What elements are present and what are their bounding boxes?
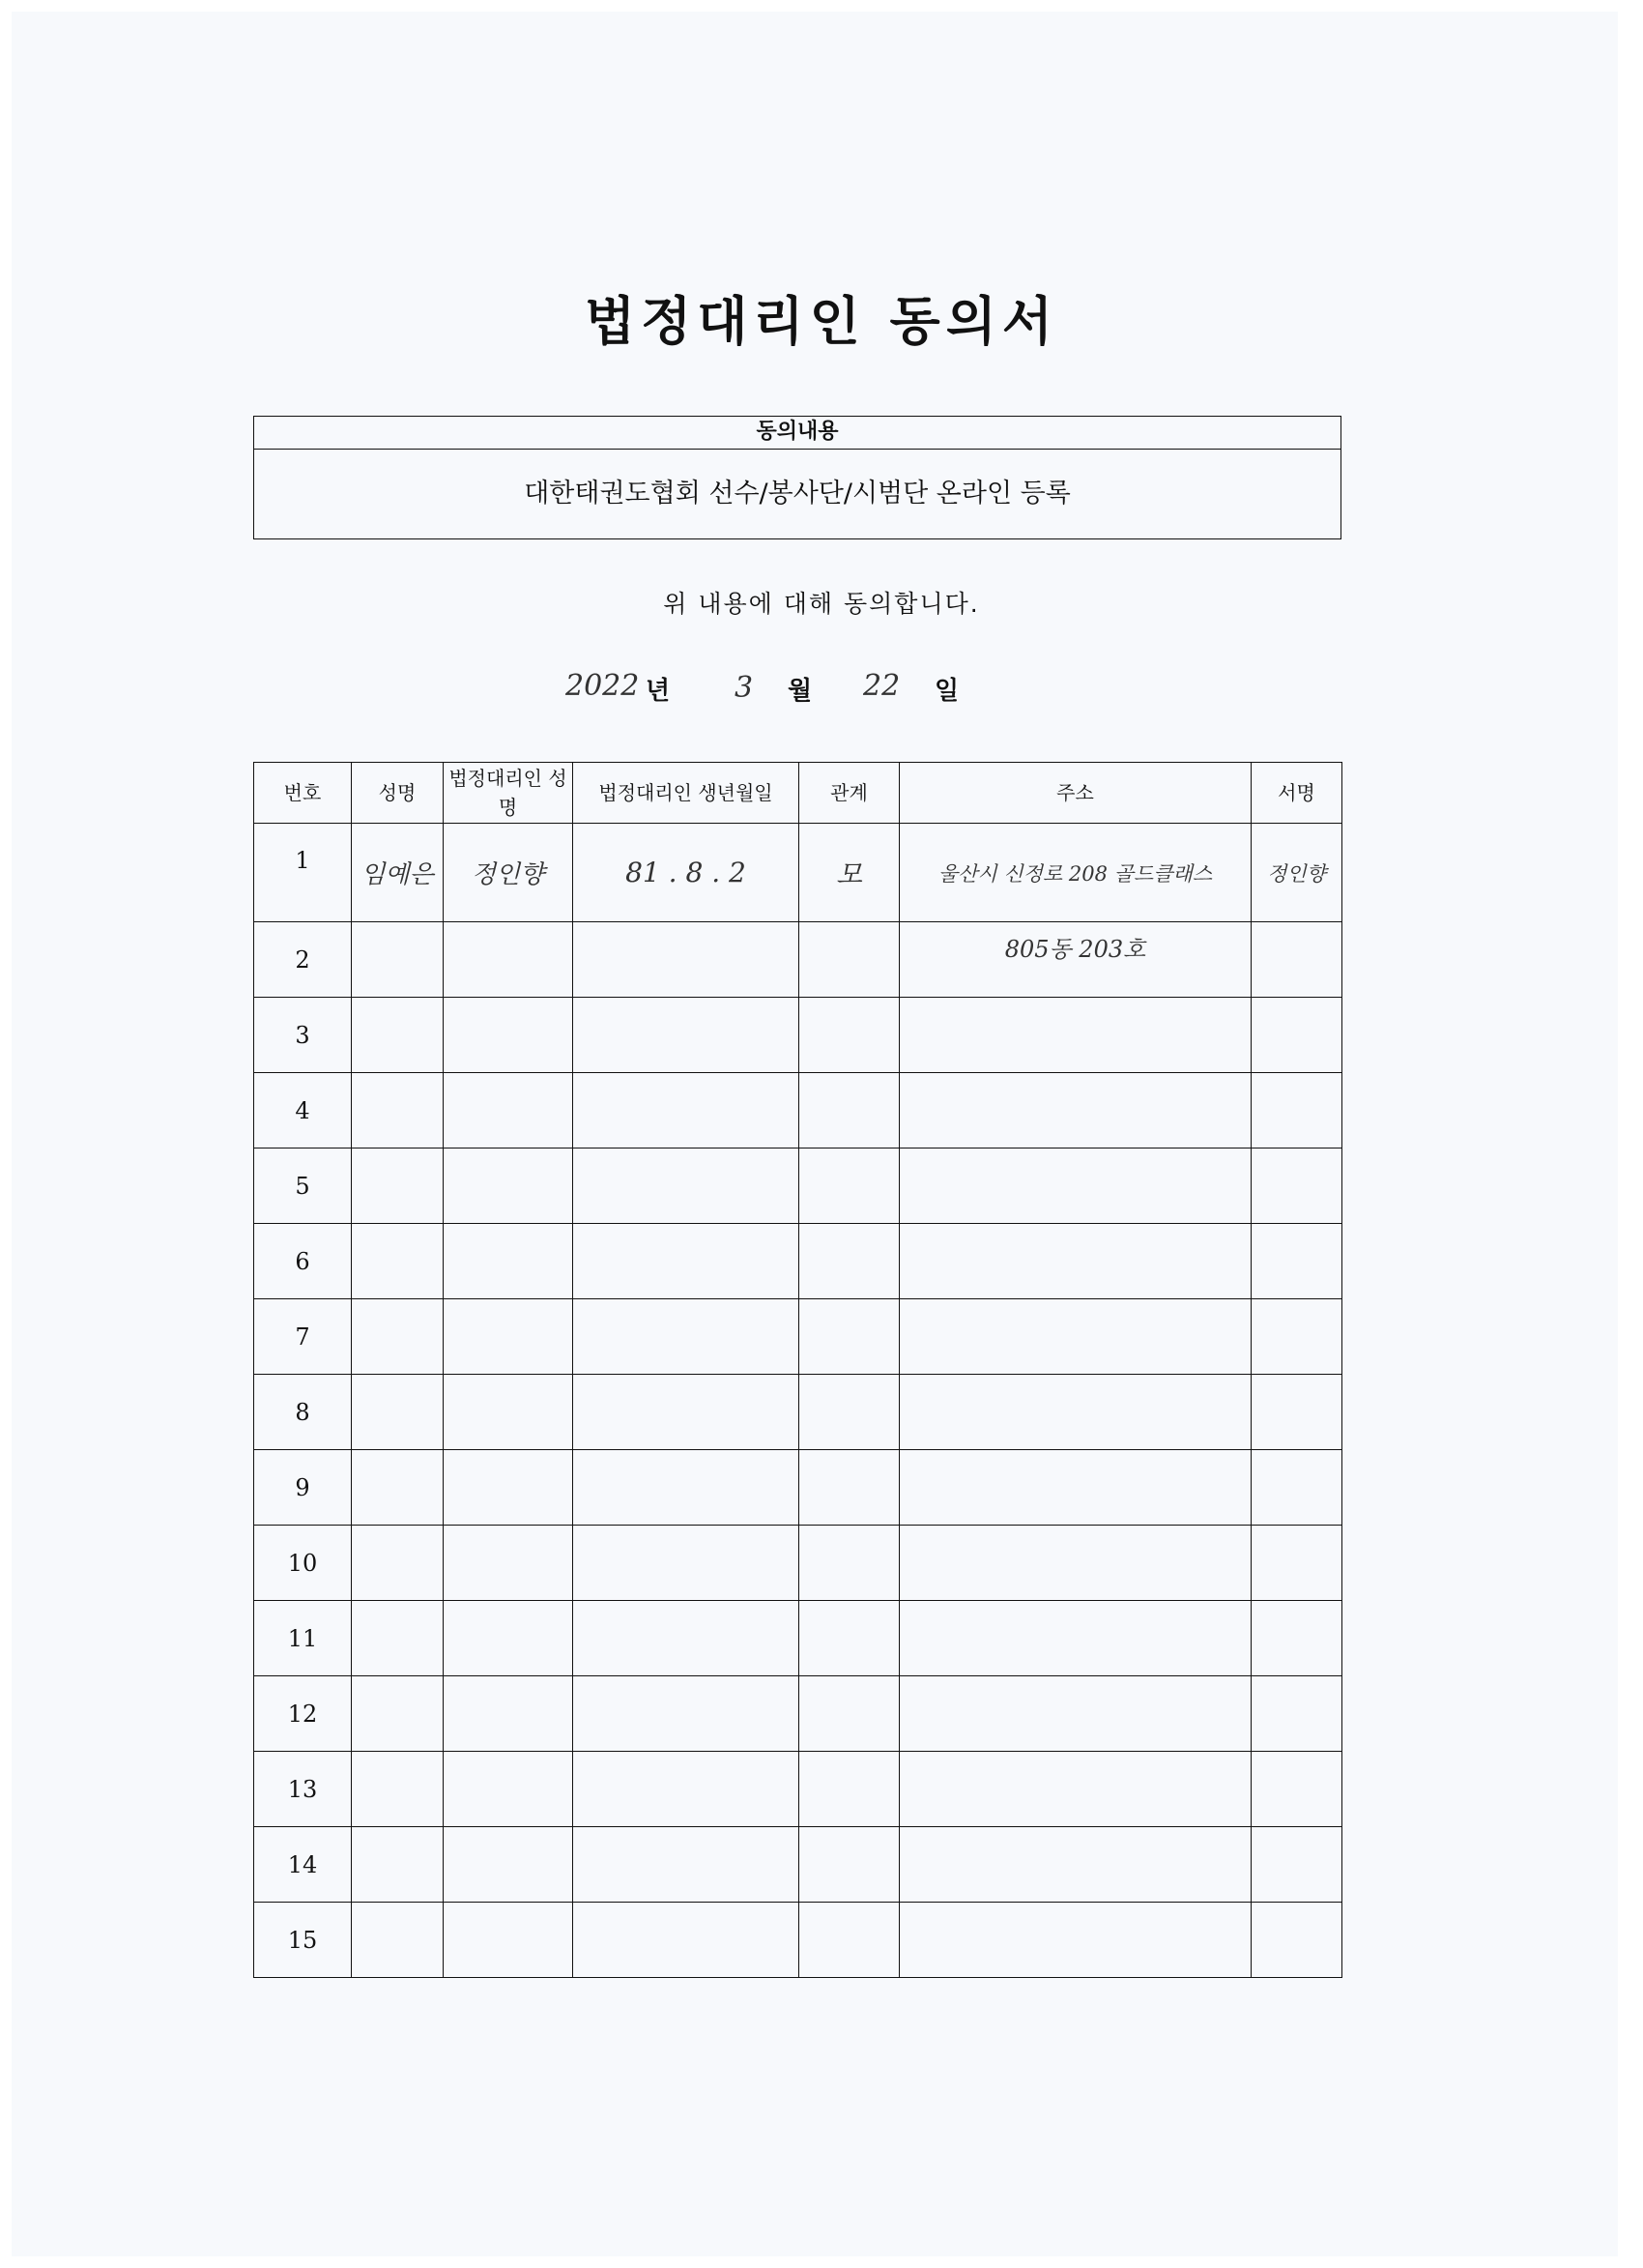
- row-number: 8: [254, 1375, 352, 1450]
- signature-cell[interactable]: [1252, 1526, 1342, 1601]
- relation-cell[interactable]: [799, 1827, 900, 1903]
- address-cell[interactable]: [900, 1299, 1252, 1375]
- guardian-birth-cell[interactable]: [573, 1526, 799, 1601]
- address-cell[interactable]: [900, 824, 1252, 922]
- signature-cell[interactable]: [1252, 1299, 1342, 1375]
- row-number: 6: [254, 1224, 352, 1299]
- guardian-name-cell[interactable]: [444, 1299, 573, 1375]
- relation-cell[interactable]: [799, 1903, 900, 1978]
- guardian-birth-cell[interactable]: [573, 1752, 799, 1827]
- row-number: 10: [254, 1526, 352, 1601]
- guardian-name-cell[interactable]: [444, 998, 573, 1073]
- guardian-birth-cell[interactable]: [573, 1676, 799, 1752]
- row-number: 4: [254, 1073, 352, 1149]
- guardian-birth-cell[interactable]: [573, 1903, 799, 1978]
- address-cell[interactable]: [900, 1149, 1252, 1224]
- guardian-birth-cell[interactable]: [573, 1450, 799, 1526]
- relation-cell[interactable]: [799, 1149, 900, 1224]
- guardian-birth-handwritten: 81 . 8 . 2: [625, 857, 746, 888]
- row-number: 1: [254, 824, 352, 922]
- date-year-handwritten: 2022: [565, 669, 640, 703]
- student-name-cell[interactable]: [352, 1752, 444, 1827]
- address-cell[interactable]: [900, 1073, 1252, 1149]
- relation-cell[interactable]: [799, 1450, 900, 1526]
- student-name-cell[interactable]: [352, 1149, 444, 1224]
- guardian-birth-cell[interactable]: [573, 1073, 799, 1149]
- relation-cell[interactable]: [799, 1526, 900, 1601]
- guardian-name-cell[interactable]: [444, 1073, 573, 1149]
- guardian-name-cell[interactable]: [444, 1903, 573, 1978]
- row-number: 12: [254, 1676, 352, 1752]
- student-name-cell[interactable]: [352, 1299, 444, 1375]
- table-row: [254, 1224, 1342, 1299]
- signature-cell[interactable]: [1252, 922, 1342, 998]
- address-cell[interactable]: [900, 1676, 1252, 1752]
- signature-cell[interactable]: [1252, 1752, 1342, 1827]
- row-number: 2: [254, 922, 352, 998]
- address-cell[interactable]: [900, 1752, 1252, 1827]
- row-number: 9: [254, 1450, 352, 1526]
- date-day-label: 일: [935, 677, 960, 706]
- header-relation: 관계: [799, 763, 900, 824]
- date-line: [0, 667, 1643, 715]
- signature-handwritten: 정인향: [1267, 861, 1326, 886]
- relation-cell[interactable]: [799, 1224, 900, 1299]
- guardian-name-cell[interactable]: [444, 1676, 573, 1752]
- signature-cell[interactable]: [1252, 824, 1342, 922]
- guardian-name-cell[interactable]: [444, 922, 573, 998]
- consent-content-box: [253, 416, 1341, 539]
- table-row: [254, 1827, 1342, 1903]
- student-name-cell[interactable]: [352, 922, 444, 998]
- row-number: 15: [254, 1903, 352, 1978]
- address-cell[interactable]: [900, 1224, 1252, 1299]
- document-title: 법정대리인 동의서: [584, 291, 1059, 352]
- row-number: 11: [254, 1601, 352, 1676]
- table-header-row: [254, 763, 1342, 824]
- relation-cell[interactable]: [799, 1073, 900, 1149]
- table-row: [254, 998, 1342, 1073]
- row-number: 7: [254, 1299, 352, 1375]
- signature-cell[interactable]: [1252, 1676, 1342, 1752]
- guardian-birth-cell[interactable]: [573, 1149, 799, 1224]
- table-row: [254, 1375, 1342, 1450]
- address-cell[interactable]: [900, 1903, 1252, 1978]
- row-number: 5: [254, 1149, 352, 1224]
- signature-cell[interactable]: [1252, 1601, 1342, 1676]
- guardian-name-cell[interactable]: [444, 1601, 573, 1676]
- address-cell[interactable]: [900, 1601, 1252, 1676]
- relation-cell[interactable]: [799, 1752, 900, 1827]
- address-line1-handwritten: 울산시 신정로 208 골드클래스: [937, 861, 1213, 886]
- relation-cell[interactable]: [799, 922, 900, 998]
- student-name-cell[interactable]: [352, 1526, 444, 1601]
- address-line2-handwritten: 805동 203호: [1004, 936, 1146, 963]
- signature-cell[interactable]: [1252, 1224, 1342, 1299]
- guardian-name-handwritten: 정인향: [471, 860, 545, 889]
- student-name-cell[interactable]: [352, 1224, 444, 1299]
- header-address: 주소: [900, 763, 1252, 824]
- student-name-handwritten: 임예은: [360, 860, 434, 889]
- guardian-name-cell[interactable]: [444, 1375, 573, 1450]
- header-guardian-name: 법정대리인 성명: [444, 763, 573, 824]
- signature-cell[interactable]: [1252, 1375, 1342, 1450]
- consent-content-header: 동의내용: [254, 417, 1340, 450]
- student-name-cell[interactable]: [352, 1450, 444, 1526]
- table-row: [254, 1450, 1342, 1526]
- table-row: [254, 1601, 1342, 1676]
- relation-handwritten: 모: [835, 858, 863, 890]
- table-row: [254, 1676, 1342, 1752]
- table-row: [254, 922, 1342, 998]
- consent-content-body: 대한태권도협회 선수/봉사단/시범단 온라인 등록: [524, 479, 1071, 509]
- guardian-birth-cell[interactable]: [573, 922, 799, 998]
- guardian-name-cell[interactable]: [444, 824, 573, 922]
- signature-cell[interactable]: [1252, 998, 1342, 1073]
- relation-cell[interactable]: [799, 1676, 900, 1752]
- signature-cell[interactable]: [1252, 1450, 1342, 1526]
- guardian-birth-cell[interactable]: [573, 1601, 799, 1676]
- student-name-cell[interactable]: [352, 1827, 444, 1903]
- row-number: 3: [254, 998, 352, 1073]
- address-cell[interactable]: [900, 922, 1252, 998]
- guardian-birth-cell[interactable]: [573, 1299, 799, 1375]
- guardian-name-cell[interactable]: [444, 1450, 573, 1526]
- address-cell[interactable]: [900, 1375, 1252, 1450]
- relation-cell[interactable]: [799, 824, 900, 922]
- date-month-label: 월: [788, 677, 813, 706]
- student-name-cell[interactable]: [352, 1375, 444, 1450]
- guardian-name-cell[interactable]: [444, 1224, 573, 1299]
- table-row: [254, 1526, 1342, 1601]
- row-number: 13: [254, 1752, 352, 1827]
- address-cell[interactable]: [900, 1827, 1252, 1903]
- table-row: [254, 1299, 1342, 1375]
- guardian-name-cell[interactable]: [444, 1827, 573, 1903]
- address-cell[interactable]: [900, 1526, 1252, 1601]
- guardian-name-cell[interactable]: [444, 1149, 573, 1224]
- row-number: 14: [254, 1827, 352, 1903]
- header-no: 번호: [254, 763, 352, 824]
- header-signature: 서명: [1252, 763, 1342, 824]
- date-month-handwritten: 3: [735, 671, 754, 705]
- guardian-roster-table: [253, 762, 1342, 1978]
- signature-cell[interactable]: [1252, 1903, 1342, 1978]
- relation-cell[interactable]: [799, 1601, 900, 1676]
- address-cell[interactable]: [900, 998, 1252, 1073]
- date-day-handwritten: 22: [863, 669, 901, 703]
- table-row: [254, 1752, 1342, 1827]
- student-name-cell[interactable]: [352, 824, 444, 922]
- signature-cell[interactable]: [1252, 1073, 1342, 1149]
- header-guardian-birth: 법정대리인 생년월일: [573, 763, 799, 824]
- table-row: [254, 1903, 1342, 1978]
- agreement-statement: 위 내용에 대해 동의합니다.: [663, 590, 980, 618]
- relation-cell[interactable]: [799, 1375, 900, 1450]
- relation-cell[interactable]: [799, 1299, 900, 1375]
- guardian-name-cell[interactable]: [444, 1526, 573, 1601]
- signature-cell[interactable]: [1252, 1149, 1342, 1224]
- table-row: [254, 1149, 1342, 1224]
- guardian-birth-cell[interactable]: [573, 998, 799, 1073]
- guardian-birth-cell[interactable]: [573, 1224, 799, 1299]
- student-name-cell[interactable]: [352, 1903, 444, 1978]
- table-row: [254, 1073, 1342, 1149]
- date-year-label: 년: [646, 677, 671, 706]
- header-name: 성명: [352, 763, 444, 824]
- guardian-birth-cell[interactable]: [573, 824, 799, 922]
- relation-cell[interactable]: [799, 998, 900, 1073]
- guardian-birth-cell[interactable]: [573, 1827, 799, 1903]
- address-cell[interactable]: [900, 1450, 1252, 1526]
- student-name-cell[interactable]: [352, 998, 444, 1073]
- table-row: [254, 824, 1342, 922]
- student-name-cell[interactable]: [352, 1676, 444, 1752]
- guardian-name-cell[interactable]: [444, 1752, 573, 1827]
- student-name-cell[interactable]: [352, 1073, 444, 1149]
- signature-cell[interactable]: [1252, 1827, 1342, 1903]
- student-name-cell[interactable]: [352, 1601, 444, 1676]
- guardian-birth-cell[interactable]: [573, 1375, 799, 1450]
